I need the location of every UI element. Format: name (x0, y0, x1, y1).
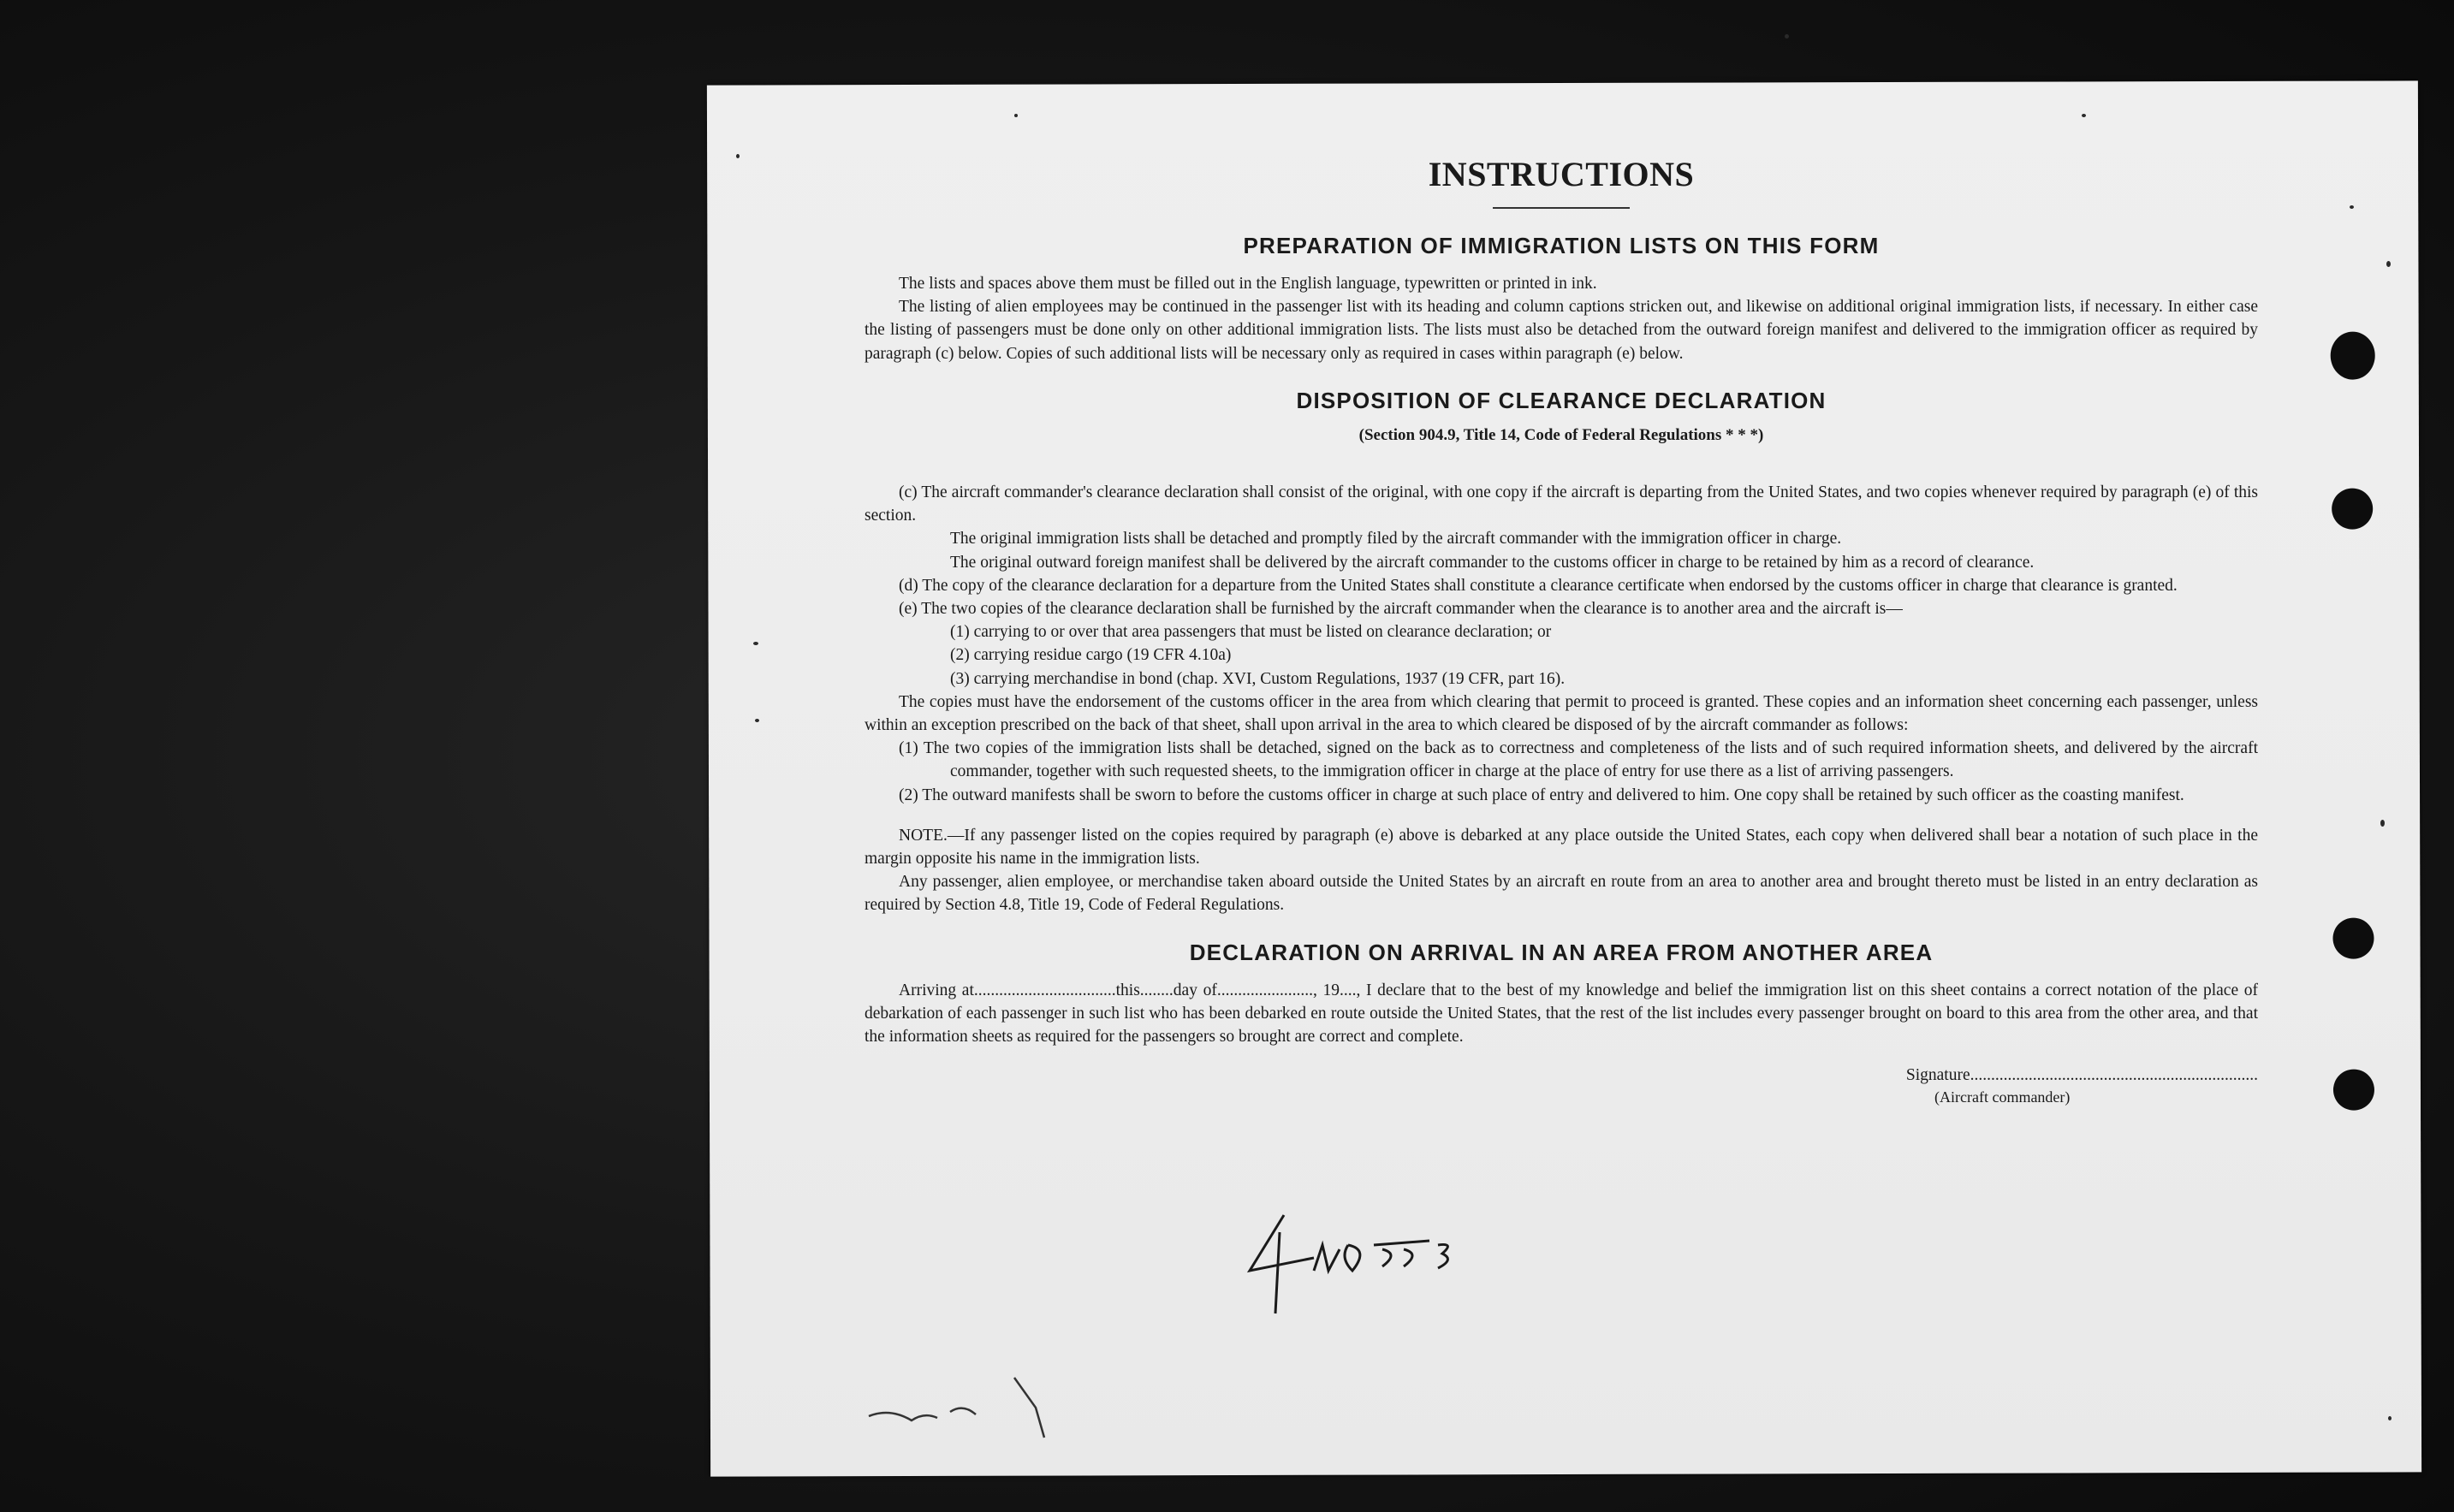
margin-scribble-mark (865, 1373, 1121, 1450)
paragraph-c: (c) The aircraft commander's clearance declaration shall consist of the original, with one copy if the aircraft is departing from the United States, and two copies whenever required by paragraph (e) of this section. (865, 483, 2258, 525)
section-heading-preparation: PREPARATION OF IMMIGRATION LISTS ON THIS FORM (1243, 233, 1880, 258)
list-item: (2) carrying residue cargo (19 CFR 4.10a) (950, 646, 1232, 665)
page-title: INSTRUCTIONS (1428, 155, 1695, 193)
signature-block (865, 1064, 2258, 1115)
handwritten-signature (1233, 1198, 1506, 1318)
signature-caption: (Aircraft commander) (1934, 1088, 2071, 1106)
signature-line: Signature..................................................................... (1905, 1066, 2258, 1085)
list-item: (1) The two copies of the immigration lists shall be detached, signed on the back as to correctness and completeness of the lists and of such required information sheets, and delivered by the aircraft commander, together with such requested sheets, to the immigration officer in charge at the place of entry for use there as a list of arriving passengers. (899, 739, 2258, 781)
punch-hole (2332, 489, 2373, 530)
section-heading-declaration: DECLARATION ON ARRIVAL IN AN AREA FROM ANOTHER AREA (1189, 939, 1934, 965)
paragraph-copies: The copies must have the endorsement of the customs officer in the area from which clearing that permit to proceed is granted. These copies and an information sheet concerning each passenger, unless within an exception prescribed on the back of that sheet, shall upon arrival in the area to which cleared be disposed of by the aircraft commander as follows: (865, 692, 2258, 735)
title-underline (1493, 207, 1630, 209)
paragraph-d: (d) The copy of the clearance declaration for a departure from the United States shall constitute a clearance certificate when endorsed by the customs officer in charge that clearance is granted. (899, 576, 2178, 595)
paragraph: The listing of alien employees may be continued in the passenger list with its heading and column captions stricken out, and likewise on additional original immigration lists, if necessary. In either case the listing of passengers must be done only on other additional immigration lists. The lists must also be detached from the outward foreign manifest and delivered to the immigration officer as required by paragraph (c) below. Copies of such additional lists will be necessary only as required in cases within paragraph (e) below. (865, 298, 2258, 363)
list-item: (3) carrying merchandise in bond (chap. XVI, Custom Regulations, 1937 (19 CFR, part 16). (950, 669, 1566, 688)
punch-hole (2332, 918, 2374, 959)
list-item: (2) The outward manifests shall be sworn to before the customs officer in charge at such place of entry and delivered to him. One copy shall be retained by such officer as the coasting manifest. (899, 786, 2184, 804)
paragraph-e: (e) The two copies of the clearance declaration shall be furnished by the aircraft commander when the clearance is to another area and the aircraft is— (899, 600, 1903, 619)
paragraph-c2: The original outward foreign manifest shall be delivered by the aircraft commander to the customs officer in charge to be retained by him as a record of clearance. (950, 553, 2035, 572)
section-subheading: (Section 904.9, Title 14, Code of Federal Regulations * * *) (1358, 425, 1764, 444)
list-item: (1) carrying to or over that area passengers that must be listed on clearance declaration; or (950, 623, 1552, 642)
paragraph: The lists and spaces above them must be filled out in the English language, typewritten or printed in ink. (899, 275, 1597, 293)
paragraph-c1: The original immigration lists shall be detached and promptly filed by the aircraft commander with the immigration officer in charge. (950, 530, 1842, 548)
note-paragraph: NOTE.—If any passenger listed on the copies required by paragraph (e) above is debarked at any place outside the United States, each copy when delivered shall bear a notation of such place in the margin opposite his name in the immigration lists. (865, 826, 2258, 869)
punch-hole (2333, 1070, 2374, 1111)
punch-hole (2331, 332, 2375, 380)
instructions-content (865, 154, 2258, 1115)
section-heading-disposition: DISPOSITION OF CLEARANCE DECLARATION (1296, 387, 1827, 413)
declaration-paragraph: Arriving at..................................this........day of......................., 19...., I declare that to the best of my knowledge and belief the immigration list on this sheet contains a correct notation of the place of debarkation of each passenger in such list who has been debarked en route outside the United States, that the rest of the list includes every passenger brought on board to this area from the other area, and that the information sheets as required for the passengers so brought are correct and complete. (865, 981, 2258, 1047)
paragraph-any-passenger: Any passenger, alien employee, or merchandise taken aboard outside the United States by an aircraft en route from an area to another area and brought thereto must be listed in an entry declaration as required by Section 4.8, Title 19, Code of Federal Regulations. (865, 873, 2258, 915)
